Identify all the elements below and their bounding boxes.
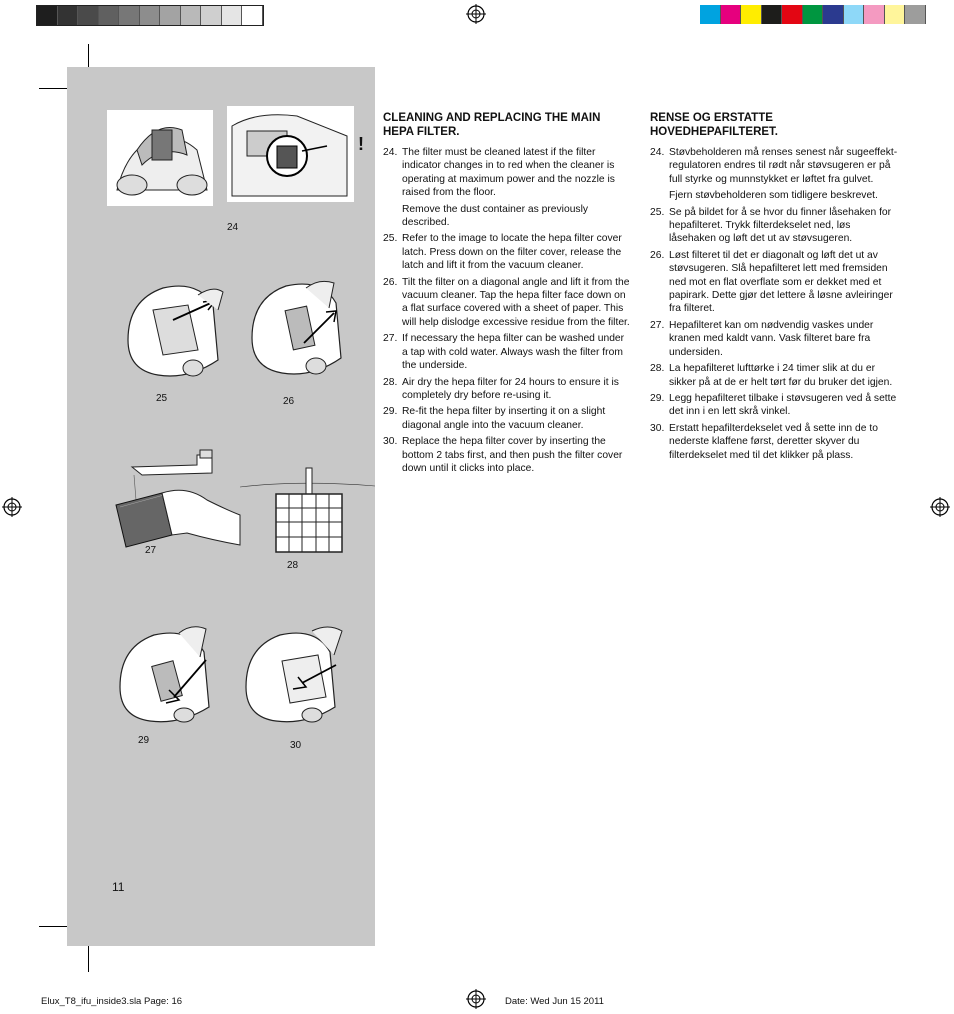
color-swatch bbox=[844, 5, 865, 24]
color-swatch bbox=[99, 6, 120, 25]
color-swatch bbox=[242, 6, 263, 25]
step-note: Remove the dust container as previously described. bbox=[402, 203, 589, 229]
step-number: 26. bbox=[383, 276, 398, 288]
color-swatch bbox=[864, 5, 885, 24]
english-step-list bbox=[383, 146, 631, 475]
figure-27-illustration bbox=[112, 445, 242, 550]
step-item bbox=[650, 362, 900, 389]
color-swatch bbox=[721, 5, 742, 24]
figure-24-left-illustration bbox=[107, 110, 213, 206]
step-item bbox=[383, 276, 631, 330]
step-number: 28. bbox=[383, 376, 398, 388]
norwegian-heading: RENSE OG ERSTATTE HOVEDHEPAFILTERET. bbox=[650, 112, 778, 138]
color-swatch bbox=[885, 5, 906, 24]
step-text: La hepafilteret lufttørke i 24 timer slik at du er sikker på at de er helt tørt før du bruker det igjen. bbox=[669, 363, 893, 388]
figure-number: 30 bbox=[290, 740, 302, 751]
step-item bbox=[383, 232, 631, 272]
step-item bbox=[650, 206, 900, 246]
color-swatch bbox=[140, 6, 161, 25]
step-number: 28. bbox=[650, 363, 665, 375]
color-swatch bbox=[700, 5, 721, 24]
step-text: Hepafilteret kan om nødvendig vaskes under kranen med kaldt vann. Vask filteret bare fra undersiden. bbox=[669, 319, 874, 358]
color-calibration-bar bbox=[700, 5, 926, 24]
registration-mark-icon bbox=[466, 989, 486, 1009]
figure-number: 24 bbox=[227, 222, 239, 233]
norwegian-instructions bbox=[650, 111, 900, 465]
step-item bbox=[383, 332, 631, 372]
figure-28-illustration bbox=[240, 462, 375, 557]
color-swatch bbox=[58, 6, 79, 25]
step-text: Løst filteret til det er diagonalt og løft det ut av støvsugeren. Slå hepafilteret lett med fremsiden ned mot en flat overflate som er dekket med et papirark. Dette gjør det lettere å løsne avleiringer fra filteret. bbox=[669, 249, 893, 315]
step-number: 25. bbox=[650, 206, 665, 218]
figure-29-illustration bbox=[114, 625, 226, 725]
color-swatch bbox=[222, 6, 243, 25]
step-item bbox=[383, 376, 631, 403]
step-text: Re-fit the hepa filter by inserting it on a slight diagonal angle into the vacuum cleaner. bbox=[402, 406, 606, 431]
step-number: 30. bbox=[650, 422, 665, 434]
step-item bbox=[650, 249, 900, 316]
warning-mark: ! bbox=[358, 134, 364, 154]
step-number: 27. bbox=[650, 319, 665, 331]
step-number: 24. bbox=[383, 147, 398, 158]
step-number: 29. bbox=[383, 406, 398, 418]
figure-number: 25 bbox=[156, 393, 168, 404]
color-swatch bbox=[119, 6, 140, 25]
step-item bbox=[650, 319, 900, 359]
color-swatch bbox=[741, 5, 762, 24]
figure-number: 28 bbox=[287, 560, 299, 571]
step-number: 24. bbox=[650, 147, 665, 158]
registration-mark-icon bbox=[466, 4, 486, 24]
grayscale-calibration-bar bbox=[36, 5, 264, 26]
color-swatch bbox=[37, 6, 58, 25]
color-swatch bbox=[782, 5, 803, 24]
step-text: Se på bildet for å se hvor du finner låsehaken for hepafilteret. Trykk filterdekselet ned, løs låsehaken og løft det ut av støvsugeren. bbox=[669, 206, 892, 245]
english-heading: CLEANING AND REPLACING THE MAIN HEPA FILTER. bbox=[383, 112, 601, 138]
footer-date: Date: Wed Jun 15 2011 bbox=[505, 996, 604, 1007]
figure-25-illustration bbox=[118, 280, 230, 380]
color-swatch bbox=[905, 5, 926, 24]
norwegian-step-list bbox=[650, 146, 900, 462]
figure-number: 27 bbox=[145, 545, 157, 556]
step-number: 27. bbox=[383, 333, 398, 345]
step-text: Replace the hepa filter cover by inserting the bottom 2 tabs first, and then push the filter cover down until it clicks into place. bbox=[402, 436, 623, 474]
color-swatch bbox=[823, 5, 844, 24]
color-swatch bbox=[201, 6, 222, 25]
step-text: Støvbeholderen må renses senest når sugeeffekt-regulatoren endres til rødt når støvsugeren er på full styrke og munnstykket er løftet fra gulvet. bbox=[669, 147, 898, 185]
step-item bbox=[383, 435, 631, 475]
step-item bbox=[383, 405, 631, 432]
registration-mark-icon bbox=[930, 497, 950, 517]
figure-number: 26 bbox=[283, 396, 295, 407]
step-item bbox=[383, 146, 631, 229]
step-text: Legg hepafilteret tilbake i støvsugeren ved å sette det inn i en lett skrå vinkel. bbox=[669, 392, 897, 418]
step-text: Tilt the filter on a diagonal angle and lift it from the vacuum cleaner. Tap the hepa filter face down on a flat surface covered with a sheet of paper. This will help dislodge excessive residue from the filter. bbox=[402, 276, 630, 328]
page-number: 11 bbox=[112, 880, 125, 894]
step-item bbox=[650, 392, 900, 419]
step-text: Air dry the hepa filter for 24 hours to ensure it is completely dry before re-using it. bbox=[402, 376, 619, 401]
figure-30-illustration bbox=[240, 625, 355, 727]
step-item bbox=[650, 422, 900, 462]
english-instructions bbox=[383, 111, 631, 478]
figure-26-illustration bbox=[244, 278, 356, 378]
step-number: 30. bbox=[383, 436, 398, 448]
footer-file-info: Elux_T8_ifu_inside3.sla Page: 16 bbox=[41, 996, 183, 1007]
step-text: If necessary the hepa filter can be washed under a tap with cold water. Always wash the filter from the underside. bbox=[402, 333, 625, 372]
step-text: Refer to the image to locate the hepa filter cover latch. Press down on the filter cover, release the latch and lift it from the vacuum cleaner. bbox=[402, 233, 622, 272]
step-text: The filter must be cleaned latest if the filter indicator changes in to red when the cleaner is operating at maximum power and the nozzle is raised from the floor. bbox=[402, 147, 615, 199]
figure-24-right-illustration bbox=[227, 106, 354, 202]
registration-mark-icon bbox=[2, 497, 22, 517]
color-swatch bbox=[762, 5, 783, 24]
step-number: 26. bbox=[650, 249, 665, 261]
color-swatch bbox=[78, 6, 99, 25]
step-item bbox=[650, 146, 900, 203]
step-number: 29. bbox=[650, 392, 665, 404]
color-swatch bbox=[181, 6, 202, 25]
color-swatch bbox=[160, 6, 181, 25]
step-note: Fjern støvbeholderen som tidligere beskrevet. bbox=[669, 190, 878, 202]
step-number: 25. bbox=[383, 233, 398, 245]
step-text: Erstatt hepafilterdekselet ved å sette inn de to nederste klaffene først, deretter skyver du filterdekselet med til det klikker på plass. bbox=[669, 422, 878, 461]
color-swatch bbox=[803, 5, 824, 24]
figure-number: 29 bbox=[138, 735, 150, 746]
